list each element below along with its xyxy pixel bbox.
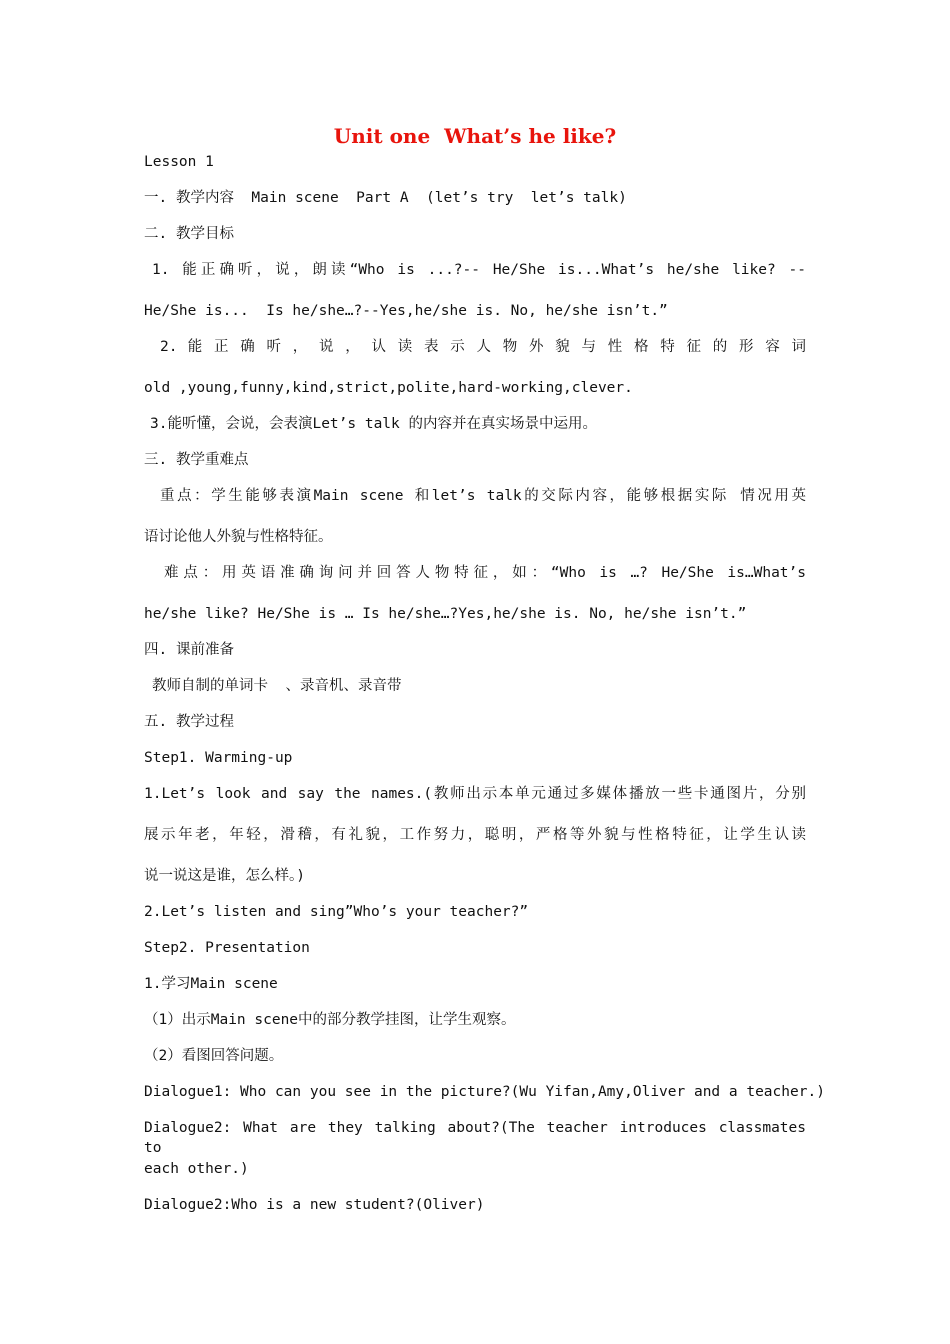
step-1-item-1-line-3: 说一说这是谁，怎么样。) <box>144 868 305 884</box>
dialogue-1: Dialogue1: Who can you see in the picture?(Wu Yifan,Amy,Oliver and a teacher.) <box>144 1084 825 1100</box>
objective-1-line-1: 1. 能正确听，说，朗读“Who is ...?-- He/She is...What’s he/she like? -- <box>152 262 806 278</box>
difficult-point-line-2: he/she like? He/She is … Is he/she…?Yes,he/she is. No, he/she isn’t.” <box>144 606 747 622</box>
dialogue-2-line-1: Dialogue2: What are they talking about?(The teacher introduces classmates to <box>144 1120 806 1156</box>
step-1-item-1-line-1: 1.Let’s look and say the names.(教师出示本单元通过多媒体播放一些卡通图片，分别 <box>144 786 806 802</box>
preparation-items: 教师自制的单词卡 、录音机、录音带 <box>152 678 402 694</box>
section-heading-preparation: 四. 课前准备 <box>144 642 234 658</box>
key-point-line-1: 重点：学生能够表演Main scene 和let’s talk的交际内容，能够根据实际 情况用英 <box>160 488 806 504</box>
step-2-sub-item-1: （1）出示Main scene中的部分教学挂图，让学生观察。 <box>144 1012 516 1028</box>
step-1-item-2: 2.Let’s listen and sing”Who’s your teacher?” <box>144 904 529 920</box>
step-2-item-1: 1.学习Main scene <box>144 976 278 992</box>
section-heading-key-points: 三. 教学重难点 <box>144 452 249 468</box>
section-heading-content: 一. 教学内容 Main scene Part A (let’s try let’s talk) <box>144 190 627 206</box>
step-2-heading: Step2. Presentation <box>144 940 310 956</box>
section-heading-procedure: 五. 教学过程 <box>144 714 234 730</box>
step-1-item-1-line-2: 展示年老，年轻，滑稽，有礼貌，工作努力，聪明，严格等外貌与性格特征，让学生认读 <box>144 827 806 843</box>
step-2-sub-item-2: （2）看图回答问题。 <box>144 1048 284 1064</box>
objective-3: 3.能听懂，会说，会表演Let’s talk 的内容并在真实场景中运用。 <box>150 416 597 432</box>
dialogue-2-line-2: each other.) <box>144 1161 249 1177</box>
lesson-label: Lesson 1 <box>144 154 214 170</box>
objective-2-line-1: 2. 能 正 确 听 ， 说 ， 认 读 表 示 人 物 外 貌 与 性 格 特 征 的 形 容 词 <box>160 339 806 355</box>
step-1-heading: Step1. Warming-up <box>144 750 293 766</box>
dialogue-3: Dialogue2:Who is a new student?(Oliver) <box>144 1197 485 1213</box>
key-point-line-2: 语讨论他人外貌与性格特征。 <box>144 529 333 545</box>
objective-2-line-2: old ,young,funny,kind,strict,polite,hard-working,clever. <box>144 380 633 396</box>
objective-1-line-2: He/She is... Is he/she…?--Yes,he/she is. No, he/she isn’t.” <box>144 303 668 319</box>
document-title: Unit one What’s he like? <box>333 124 617 148</box>
difficult-point-line-1: 难点：用英语准确询问并回答人物特征，如：“Who is …? He/She is…What’s <box>164 565 806 581</box>
section-heading-objectives: 二. 教学目标 <box>144 226 234 242</box>
